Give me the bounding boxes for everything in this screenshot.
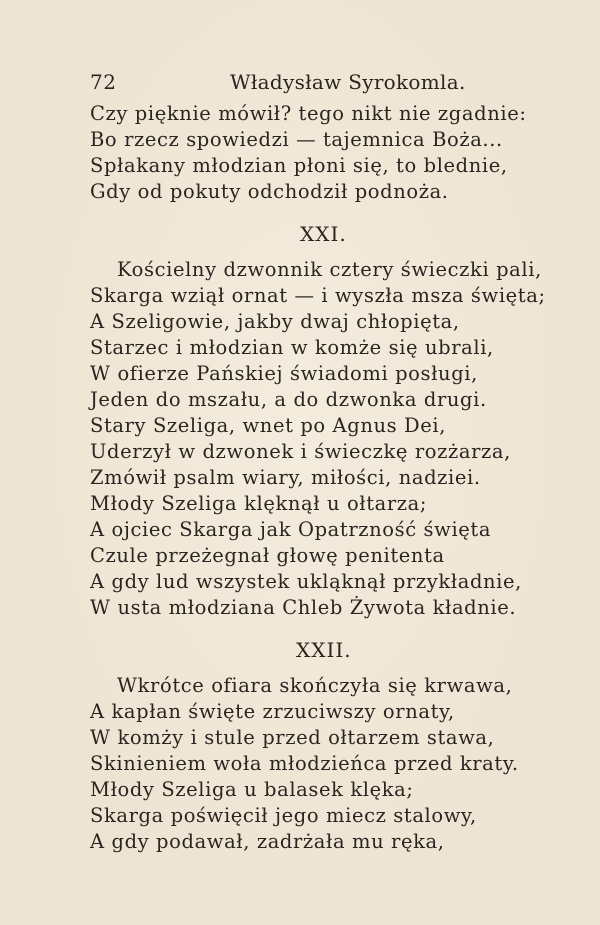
poem-line: Młody Szeliga klęknął u ołtarza; (90, 492, 428, 515)
page-number: 72 (90, 70, 117, 94)
poem-line: Wkrótce ofiara skończyła się krwawa, (117, 674, 513, 697)
running-title: Władysław Syrokomla. (230, 70, 466, 94)
section-heading-xxii: XXII. (296, 638, 352, 662)
poem-line: A ojciec Skarga jak Opatrzność święta (90, 518, 492, 541)
poem-line: Gdy od pokuty odchodził podnoża. (90, 180, 449, 203)
poem-line: Skarga wziął ornat — i wyszła msza święta; (90, 284, 546, 307)
poem-line: Zmówił psalm wiary, miłości, nadziei. (90, 466, 481, 489)
page-header (90, 70, 550, 98)
poem-line: Stary Szeliga, wnet po Agnus Dei, (90, 414, 447, 437)
poem-line: Uderzył w dzwonek i świeczkę rozżarza, (90, 440, 511, 463)
poem-line: Spłakany młodzian płoni się, to blednie, (90, 154, 508, 177)
poem-line: Kościelny dzwonnik cztery świeczki pali, (117, 258, 542, 281)
poem-line: Skinieniem woła młodzieńca przed kraty. (90, 752, 519, 775)
poem-line: Starzec i młodzian w komże się ubrali, (90, 336, 494, 359)
poem-line: Czule przeżegnał głowę penitenta (90, 544, 445, 567)
poem-line: A Szeligowie, jakby dwaj chłopięta, (90, 310, 460, 333)
poem-line: Bo rzecz spowiedzi — tajemnica Boża... (90, 128, 503, 151)
poem-line: A gdy lud wszystek ukląknął przykładnie, (90, 570, 522, 593)
poem-line: A gdy podawał, zadrżała mu ręka, (90, 830, 445, 853)
poem-line: A kapłan święte zrzuciwszy ornaty, (90, 700, 455, 723)
poem-line: W ofierze Pańskiej świadomi posługi, (90, 362, 478, 385)
poem-line: W komży i stule przed ołtarzem stawa, (90, 726, 495, 749)
poem-line: Jeden do mszału, a do dzwonka drugi. (90, 388, 487, 411)
poem-line: W usta młodziana Chleb Żywota kładnie. (90, 596, 517, 619)
poem-line: Młody Szeliga u balasek klęka; (90, 778, 414, 801)
poem-line: Skarga poświęcił jego miecz stalowy, (90, 804, 477, 827)
section-heading-xxi: XXI. (300, 222, 347, 246)
poem-line: Czy pięknie mówił? tego nikt nie zgadnie: (90, 102, 527, 125)
